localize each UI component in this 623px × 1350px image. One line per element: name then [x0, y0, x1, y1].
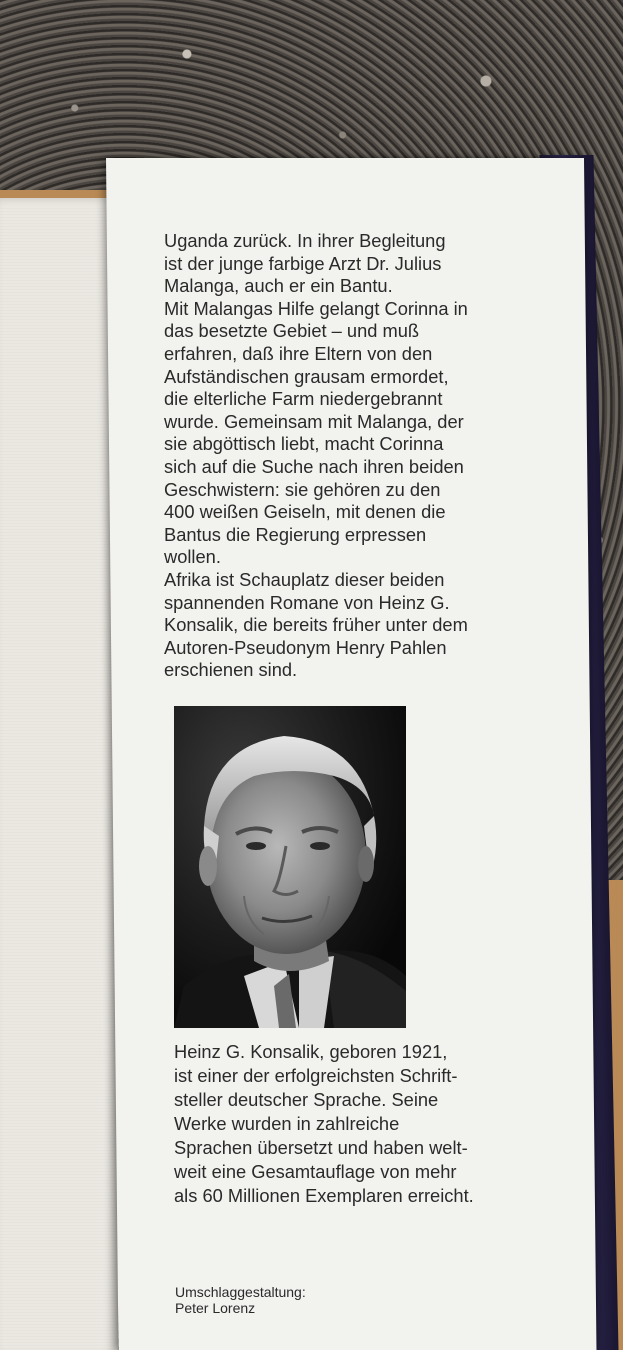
author-portrait: [174, 706, 406, 1028]
credit-name: Peter Lorenz: [175, 1300, 256, 1316]
left-book-page: [0, 190, 118, 1350]
cover-design-credit: [175, 1284, 306, 1316]
portrait-photo-icon: [174, 706, 406, 1028]
blurb-paragraph-1: Uganda zurück. In ihrer Begleitung ist der junge farbige Arzt Dr. Julius Malanga, auch er ein Bantu.: [164, 230, 446, 297]
author-bio: Heinz G. Konsalik, geboren 1921, ist einer der erfolgreichsten Schrift- steller deutscher Sprache. Seine Werke wurden in zahlreiche Sprachen übersetzt und haben welt- weit eine Gesamtauflage von mehr als 60 Millionen Exemplaren erreicht.: [174, 1041, 474, 1206]
blurb-paragraph-2: Mit Malangas Hilfe gelangt Corinna in das besetzte Gebiet – und muß erfahren, daß ihre Eltern von den Aufständischen grausam ermordet, die elterliche Farm niedergebrannt wurde. Gemeinsam mit Malanga, der sie abgöttisch liebt, macht Corinna sich auf die Suche nach ihren beiden Geschwistern: sie gehören zu den 400 weißen Geiseln, mit denen die Bantus die Regierung erpressen wollen.: [164, 297, 468, 568]
blurb-paragraph-3: Afrika ist Schauplatz dieser beiden spannenden Romane von Heinz G. Konsalik, die bereits früher unter dem Autoren-Pseudonym Henry Pahlen erschienen sind.: [164, 568, 468, 681]
credit-label: Umschlaggestaltung:: [175, 1284, 306, 1300]
page-texture: [0, 206, 118, 1350]
blurb-text: [164, 230, 524, 682]
